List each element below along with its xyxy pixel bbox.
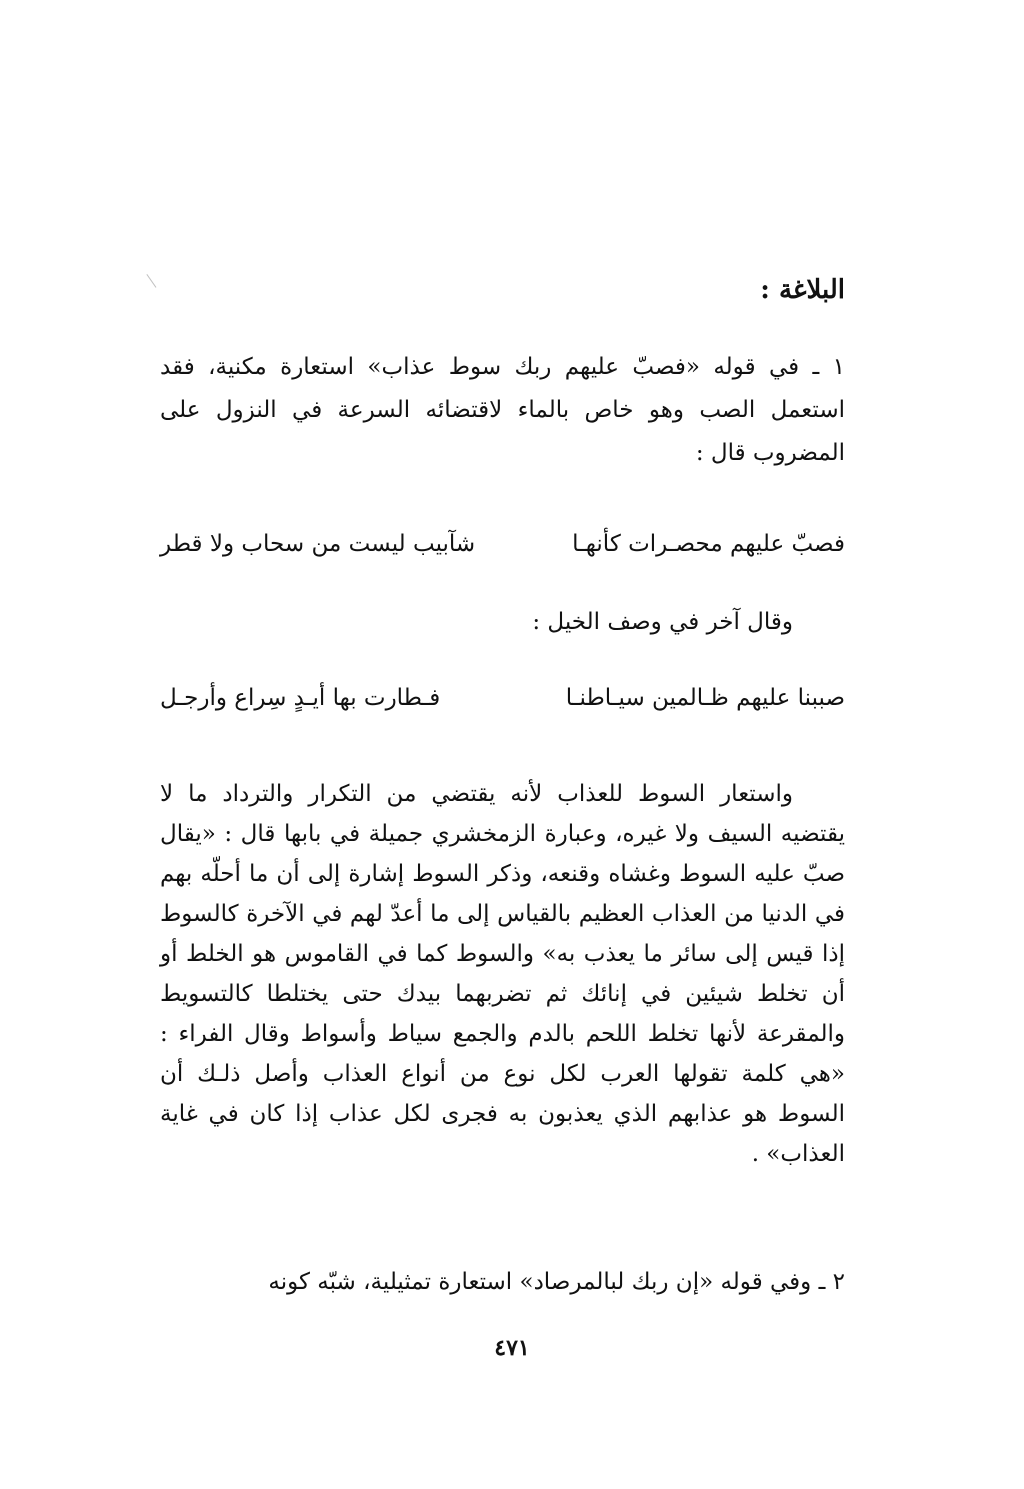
paragraph-2: واستعار السوط للعذاب لأنه يقتضي من التكرار والترداد ما لا يقتضيه السيف ولا غيره، وعبارة الزمخشري جميلة في بابها قال : «يقال صبّ عليه السوط وغشاه وقنعه، وذكر السوط إشارة إلى أن ما أحلّه بهم في الدنيا من العذاب العظيم بالقياس إلى ما أعدّ لهم في الآخرة كالسوط إذا قيس إلى سائر ما يعذب به» والسوط كما في القاموس هو الخلط أو أن تخلط شيئين في إنائك ثم تضربهما بيدك حتى يختلطا كالتسويط والمقرعة لأنها تخلط اللحم بالدم والجمع سياط وأسواط وقال الفراء : «هي كلمة تقولها العرب لكل نوع من أنواع العذاب وأصل ذلـك أن السوط هو عذابهم الذي يعذبون به فجرى لكل عذاب إذا كان في غاية العذاب» . [160,781,846,1167]
verse-1 [160,522,845,566]
page-number: ٤٧١ [494,1335,530,1361]
verse-2-intro: وقال آخر في وصف الخيل : [532,609,793,635]
paragraph-1: ١ ـ في قوله «فصبّ عليهم ربك سوط عذاب» استعارة مكنية، فقد استعمل الصب وهو خاص بالماء لاقتضائه السرعة في النزول على المضروب قال : [160,354,845,466]
verse-2 [160,676,845,720]
verse-2-first-hemistich: صببنا عليهم ظـالمين سيـاطنـا [565,685,845,711]
paragraph-3: ٢ ـ وفي قوله «إن ربك لبالمرصاد» استعارة تمثيلية، شبّه كونه [268,1269,845,1295]
section-heading: البلاغة : [760,275,845,305]
verse-1-first-hemistich: فصبّ عليهم محصـرات كأنهـا [572,531,845,557]
verse-1-second-hemistich: شآبيب ليست من سحاب ولا قطر [160,531,476,557]
verse-2-second-hemistich: فـطارت بها أيـدٍ سِراع وأرجـل [160,685,441,711]
